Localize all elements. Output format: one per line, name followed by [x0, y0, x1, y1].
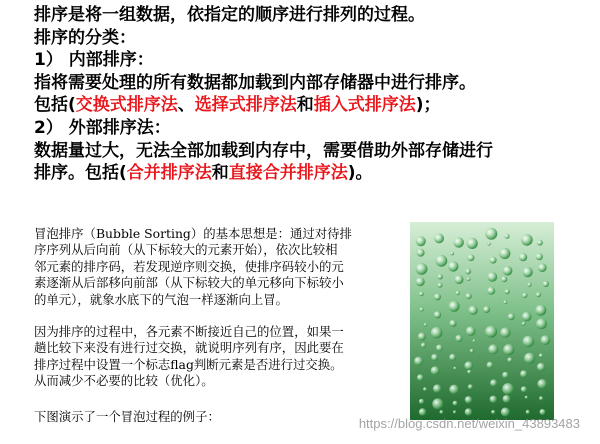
- line5-prefix: 包括(: [34, 95, 76, 116]
- bubble: [468, 254, 475, 261]
- bubble: [431, 366, 440, 375]
- bubble: [535, 305, 546, 316]
- line5-suffix: )；: [415, 95, 441, 116]
- bubble: [455, 335, 462, 342]
- bubble: [468, 384, 473, 389]
- bubble: [500, 327, 510, 337]
- bubble-para-2: [34, 324, 404, 390]
- bubble: [523, 267, 533, 277]
- para2-line-3: 排序过程中设置一个标志flag判断元素是否进行过交换。: [34, 356, 343, 372]
- bubble: [449, 301, 460, 312]
- bubble: [537, 363, 545, 371]
- intro-line-6: 2） 外部排序法：: [34, 117, 171, 138]
- term-selection-sort: 选择式排序法: [194, 95, 297, 116]
- intro-line-5: [34, 94, 594, 117]
- bubble: [420, 308, 424, 312]
- bubble: [434, 293, 441, 300]
- bubble: [468, 306, 477, 315]
- para2-line-1: 因为排序的过程中，各元素不断接近自己的位置，如果一: [34, 324, 344, 340]
- bubble: [467, 370, 471, 374]
- term-direct-merge-sort: 直接合并排序法: [228, 163, 348, 184]
- bubble: [450, 252, 454, 256]
- intro-line-1: 排序是将一组数据，依指定的顺序进行排列的过程。: [34, 5, 425, 25]
- bubble: [473, 339, 476, 342]
- bubble: [521, 234, 533, 246]
- bubble: [424, 323, 427, 326]
- bubble: [418, 333, 426, 341]
- bubble: [541, 335, 551, 345]
- bubble: [464, 361, 473, 370]
- intro-text-block: [34, 4, 594, 185]
- para2-line-4: 从而减少不必要的比较（优化）。: [34, 373, 214, 389]
- bubble: [414, 357, 423, 366]
- bubble: [520, 370, 527, 377]
- para1-line-4: 素逐渐从后部移向前部（从下标较大的单元移向下标较小: [34, 275, 344, 291]
- bubble: [508, 313, 515, 320]
- bubble: [538, 263, 547, 272]
- bubble: [487, 287, 495, 295]
- bubble: [503, 395, 511, 403]
- bubble: [431, 327, 443, 339]
- bubble: [485, 326, 497, 338]
- bubble: [522, 312, 532, 322]
- bubble: [449, 385, 459, 395]
- bubble: [465, 269, 471, 275]
- bubble: [436, 255, 448, 267]
- bubble: [485, 228, 497, 240]
- bubble: [525, 396, 528, 399]
- bubble: [421, 343, 426, 348]
- bubble: [502, 383, 514, 395]
- bubble: [455, 275, 464, 284]
- bubble: [440, 410, 444, 414]
- bubble: [470, 349, 474, 353]
- bubble: [449, 354, 456, 361]
- bubble: [432, 398, 443, 409]
- bubble-para-3: 下图演示了一个冒泡过程的例子：: [34, 408, 220, 424]
- bubble: [466, 326, 476, 336]
- intro-line-8: [34, 162, 594, 185]
- bubble: [490, 396, 497, 403]
- bubble: [505, 289, 510, 294]
- intro-line-2: 排序的分类：: [34, 27, 136, 48]
- term-exchange-sort: 交换式排序法: [75, 95, 178, 116]
- bubble: [490, 379, 497, 386]
- term-insertion-sort: 插入式排序法: [313, 95, 416, 116]
- bubble: [505, 234, 510, 239]
- bubble: [417, 249, 425, 257]
- bubble: [522, 293, 527, 298]
- bubble: [431, 354, 438, 361]
- intro-line-3: 1） 内部排序：: [34, 50, 154, 71]
- bubble: [419, 292, 424, 297]
- bubble: [433, 384, 441, 392]
- bubble: [453, 410, 456, 413]
- bubble: [467, 238, 478, 249]
- line5-sep1: 、: [177, 95, 195, 116]
- bubble: [490, 257, 497, 264]
- para1-line-1: 冒泡排序（Bubble Sorting）的基本思想是：通过对待排: [34, 226, 352, 241]
- bubble: [437, 274, 442, 279]
- bubble: [501, 276, 507, 282]
- bubble: [419, 408, 426, 415]
- line5-sep2: 和: [296, 95, 314, 116]
- line8-suffix: )。: [347, 163, 373, 184]
- bubble: [524, 353, 535, 364]
- bubble: [456, 291, 460, 295]
- bubble: [467, 277, 471, 281]
- bubble: [503, 300, 507, 304]
- bubble: [502, 372, 509, 379]
- bubble: [416, 263, 428, 275]
- bubble: [436, 345, 443, 352]
- intro-line-4: 指将需要处理的所有数据都加载到内部存储器中进行排序。: [34, 72, 476, 93]
- bubble: [540, 409, 546, 415]
- bubble: [523, 336, 535, 348]
- bubble: [536, 253, 543, 260]
- bubble: [453, 401, 458, 406]
- bubble: [423, 387, 427, 391]
- bubble: [416, 236, 426, 246]
- bubble-para-1: [34, 226, 404, 308]
- bubble: [521, 386, 527, 392]
- line8-prefix: 排序。包括(: [34, 163, 127, 184]
- bubble: [507, 357, 512, 362]
- bubble: [453, 367, 456, 370]
- bubble: [488, 344, 498, 354]
- bubble: [434, 234, 444, 244]
- bubble: [503, 344, 514, 355]
- bubble: [487, 272, 497, 282]
- para2-line-2: 趟比较下来没有进行过交换，就说明序列有序，因此要在: [34, 340, 344, 356]
- bubble: [536, 318, 547, 329]
- intro-line-7: 数据量过大，无法全部加载到内存中，需要借助外部存储进行: [34, 140, 493, 161]
- bubble: [503, 266, 513, 276]
- bubble: [437, 283, 442, 288]
- bubble: [434, 311, 441, 318]
- line8-sep: 和: [211, 163, 229, 184]
- bubble: [499, 248, 510, 259]
- bubble: [483, 306, 490, 313]
- bubble: [539, 396, 543, 400]
- bubble: [465, 408, 472, 415]
- para1-line-5: 的单元），就象水底下的气泡一样逐渐向上冒。: [34, 291, 289, 307]
- bubble: [449, 320, 456, 327]
- bubble: [527, 283, 531, 287]
- bubble-sort-description: [34, 226, 404, 425]
- bubble: [448, 261, 458, 271]
- bubble: [491, 410, 495, 414]
- bubble: [519, 253, 527, 261]
- bubble: [522, 322, 526, 326]
- bubble: [419, 399, 424, 404]
- para1-line-3: 邻元素的排序码，若发现逆序则交换，使排序码较小的元: [34, 258, 344, 274]
- bubble: [416, 277, 425, 286]
- term-merge-sort: 合并排序法: [126, 163, 212, 184]
- bubbles-image: [410, 222, 554, 420]
- bubble: [537, 240, 543, 246]
- bubble: [536, 292, 541, 297]
- bubble: [543, 281, 549, 287]
- bubble: [539, 354, 543, 358]
- bubble: [487, 362, 494, 369]
- para1-line-2: 序序列从后向前（从下标较大的元素开始），依次比较相: [34, 242, 338, 258]
- bubble: [526, 410, 530, 414]
- watermark: https://blog.csdn.net/weixin_43893483: [358, 416, 580, 431]
- bubble: [466, 293, 472, 299]
- bubble: [465, 396, 472, 403]
- bubble: [417, 374, 424, 381]
- bubble: [454, 237, 464, 247]
- bubble: [537, 379, 547, 389]
- bubble: [487, 242, 490, 245]
